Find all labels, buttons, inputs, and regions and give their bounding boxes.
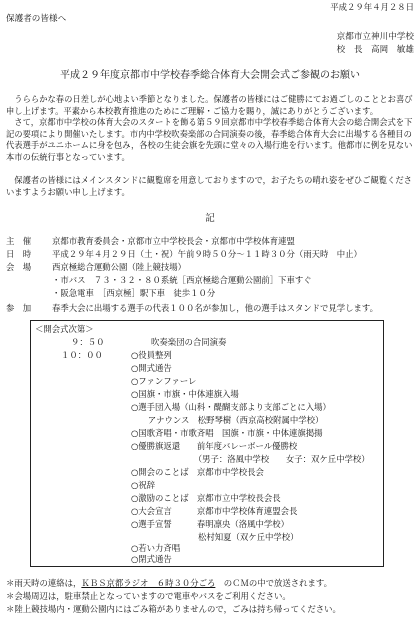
- body-line: 記の要項により開催いたします。市内中学校吹奏楽部の合同演奏の後，春季総合体育大会に出場する各種目の: [6, 128, 412, 139]
- note-text: ＊雨天時の連絡は，: [6, 578, 82, 588]
- greeting-line: 保護者の皆様へ: [6, 14, 67, 24]
- note-parking: ＊会場周辺は，駐車禁止となっていますので電車やバスをご利用ください。: [6, 591, 291, 601]
- schedule-item: ○閉式通告: [131, 554, 172, 564]
- schedule-item: ○優勝旗返還 前年度バレーボール優勝校: [131, 441, 298, 451]
- schedule-item: ○国旗・市旗・中体連旗入場: [131, 389, 239, 399]
- detail-access-train: ・阪急電車 ［西京極］駅下車 徒歩１０分: [52, 288, 216, 298]
- sender-school: 京都市立神川中学校: [336, 32, 414, 42]
- schedule-item: ○開式通告: [131, 363, 172, 373]
- schedule-item: （男子：洛風中学校 女子：双ケ丘中学校）: [131, 454, 370, 464]
- detail-participation: [6, 303, 378, 314]
- body-line: 申し上げます。平素から本校教育推進のためにご理解・ご協力を賜り，誠にありがとうございます。: [6, 105, 379, 116]
- body-paragraph: [6, 94, 414, 164]
- schedule-item: アナウンス 松野琴樹（西京高校附属中学校）: [131, 415, 324, 425]
- detail-value: 京都市教育委員会・京都市立中学校長会・京都市中学校体育連盟: [52, 236, 295, 246]
- body-line: 本市の伝統行事となっています。: [6, 151, 130, 162]
- detail-venue: [6, 262, 186, 273]
- body-line: いますようお願い申し上げます。: [6, 186, 130, 197]
- note-trash: ＊陸上競技場内・運動公園内にはごみ箱がありませんので，ごみは持ち帰ってください。: [6, 604, 341, 614]
- detail-value: 西京極総合運動公園（陸上競技場）: [52, 262, 186, 272]
- schedule-item: ○祝辞: [131, 480, 156, 490]
- body-line: 代表選手がユニホームに身を包み，各校の生徒会旗を先頭に堂々の入場行進を行います。他都市に例を見ない: [6, 140, 413, 151]
- schedule-item: ○役員整列: [131, 350, 172, 360]
- schedule-item: ○大会宣言 京都市中学校体育連盟会長: [131, 506, 298, 516]
- note-highlight: ＫＢＳ京都ラジオ ６時３０分ごろ: [81, 578, 216, 588]
- document-date: 平成２９年４月２８日: [330, 2, 414, 12]
- schedule-item: ○国歌斉唱・市歌斉唱 国旗・市旗・中体連旗掲揚: [131, 428, 323, 438]
- schedule-item: ○開会のことば 京都市中学校長会: [131, 467, 264, 477]
- ki-heading: 記: [205, 213, 215, 224]
- detail-value: 春季大会に出場する選手の代表１００名が参加し，他の選手はスタンドで見学します。: [52, 303, 378, 313]
- schedule-item: ○選手団入場（山科・醍醐支部より支部ごとに入場）: [131, 402, 331, 412]
- schedule-item: ○激励のことば 京都市立中学校長会長: [131, 493, 281, 503]
- schedule-time: ９：５０: [71, 337, 105, 347]
- body-line: うららかな春の日差しが心地よい季節となりました。保護者の皆様にはご健勝にてお過ごしのこととお喜び: [6, 94, 413, 104]
- body-line: 保護者の皆様にはメインスタンドに観覧席を用意しておりますので，お子たちの晴れ姿をぜひご観覧くださ: [6, 175, 412, 185]
- detail-value: 平成２９年４月２９日（土・祝）午前９時５０分～１１時３０分（雨天時 中止）: [52, 249, 362, 259]
- detail-label: 参 加: [6, 303, 32, 313]
- schedule-time: １０：００: [61, 350, 103, 360]
- detail-label: 主 催: [6, 236, 32, 246]
- detail-label: 日 時: [6, 249, 32, 259]
- schedule-item: ○選手宣誓 春明凛央（洛風中学校）: [131, 519, 290, 529]
- request-paragraph: [6, 175, 414, 198]
- schedule-item: 松村知夏（双ケ丘中学校）: [131, 532, 299, 542]
- schedule-heading: ＜開会式次第＞: [35, 324, 94, 334]
- document-title: 平成２９年度京都市中学校春季総合体育大会開会式ご参観のお願い: [60, 70, 360, 81]
- note-text: のＣＭの中で放送されます。: [215, 578, 332, 588]
- detail-datetime: [6, 249, 362, 260]
- schedule-item: ○ファンファーレ: [131, 376, 197, 386]
- sender-principal: 校 長 高岡 敏雄: [336, 45, 414, 55]
- schedule-item: 吹奏楽団の合同演奏: [151, 337, 227, 347]
- detail-label: 会 場: [6, 262, 32, 272]
- schedule-item: ○若い力斉唱: [131, 543, 181, 553]
- ceremony-schedule-box: [30, 320, 384, 567]
- note-rain: [6, 578, 332, 589]
- body-line: さて，京都市中学校の体育大会のスタートを飾る第５９回京都市中学校春季総合体育大会の総合開会式を下: [6, 117, 413, 128]
- detail-access-bus: ・市バス ７３・３２・８０系統［西京極総合運動公園前］下車すぐ: [52, 275, 312, 285]
- detail-sponsor: [6, 236, 295, 247]
